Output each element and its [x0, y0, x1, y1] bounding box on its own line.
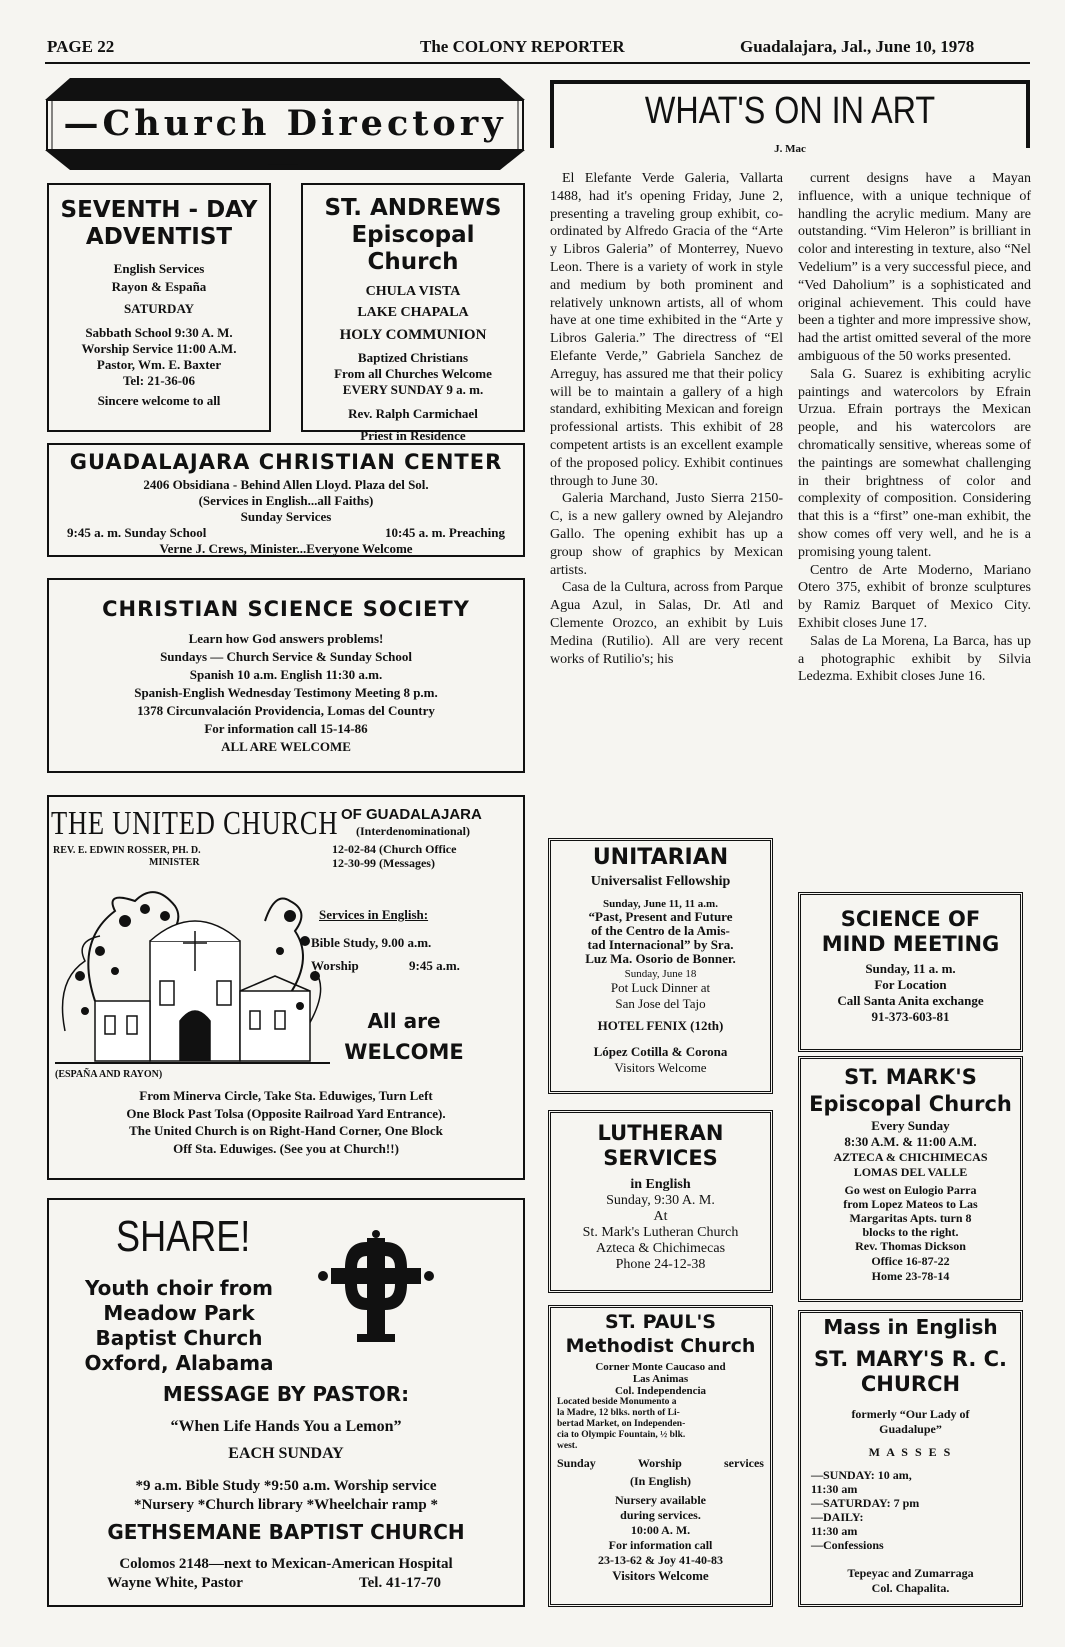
st-marks-line: Rev. Thomas Dickson — [855, 1239, 966, 1253]
st-pauls-line: Col. Independencia — [614, 1385, 707, 1397]
church-directory-title: —Church Directory— — [63, 103, 507, 185]
gcc-ad — [47, 443, 525, 557]
unitarian-line: Pot Luck Dinner at — [610, 980, 711, 995]
st-marks-line: AZTECA & CHICHIMECAS — [833, 1150, 988, 1164]
st-marys-line: formerly “Our Lady of — [851, 1407, 970, 1421]
lutheran-title-2: SERVICES — [603, 1146, 718, 1170]
st-marks-line: Go west on Eulogio Parra — [844, 1183, 977, 1197]
adventist-title-1: SEVENTH - DAY — [60, 197, 258, 223]
st-marks-title-1: ST. MARK'S — [844, 1065, 977, 1089]
st-pauls-line: For information call — [608, 1538, 713, 1552]
st-marks-line: Home 23-78-14 — [871, 1269, 950, 1283]
som-line: Call Santa Anita exchange — [837, 993, 984, 1008]
st-andrews-line: Baptized Christians — [357, 350, 469, 365]
adventist-line: Worship Service 11:00 A.M. — [81, 341, 237, 356]
st-marys-line: M A S S E S — [868, 1445, 953, 1459]
art-paragraph: current designs have a Mayan influence, with a unique technique of handling the acrylic medium. Many are outstanding. “Vim Heleron” is brilliant in color and interesting in texture, also “Nel Vedelium” is a very successful piece, and “Ved Daholium” is a sophisticated and original achievement. This could have been a tighter and more impressive show, had the artist omitted several of the more ambiguous of the 50 works presented. — [798, 171, 1031, 364]
united-phone-messages: 12-30-99 (Messages) — [332, 856, 435, 870]
css-line: Spanish-English Wednesday Testimony Meeting 8 p.m. — [134, 685, 438, 700]
art-title-box — [550, 84, 1030, 148]
css-line: Learn how God answers problems! — [188, 631, 384, 646]
share-choir-line: Meadow Park — [103, 1301, 255, 1325]
st-marys-ad — [798, 1310, 1023, 1607]
st-marks-ad — [798, 1056, 1023, 1302]
st-andrews-line: LAKE CHAPALA — [357, 305, 469, 320]
share-choir-line: Youth choir from — [84, 1276, 274, 1300]
gcc-line: Sunday Services — [240, 509, 332, 524]
lutheran-title-1: LUTHERAN — [597, 1121, 724, 1145]
st-pauls-dir-line: la Madre, 12 blks. north of Li- — [557, 1408, 680, 1418]
gcc-sunday-school: 9:45 a. m. Sunday School — [67, 525, 207, 540]
st-pauls-title-2: Methodist Church — [565, 1335, 756, 1357]
church-directory-banner — [45, 78, 525, 185]
art-paragraph: Galeria Marchand, Justo Sierra 2150-C, is a new gallery owned by Alejandro Gallo. The opening exhibit has up a group show of graphics by Mexican artists. — [550, 491, 783, 578]
som-line: Sunday, 11 a. m. — [865, 961, 956, 976]
art-paragraph: Centro de Arte Moderno, Mariano Otero 375, exhibit of bronze sculptures by Ramiz Barquet of Mexico City. Exhibit closes June 17. — [798, 562, 1031, 631]
christian-science-ad — [47, 578, 525, 773]
st-andrews-line: CHULA VISTA — [365, 284, 461, 299]
united-welcome: WELCOME — [344, 1040, 464, 1064]
church-illustration — [55, 881, 330, 1066]
share-message-heading: MESSAGE BY PASTOR: — [162, 1382, 410, 1406]
st-marks-title-2: Episcopal Church — [809, 1092, 1012, 1116]
lutheran-line: Phone 24-12-38 — [615, 1257, 706, 1272]
css-line: Sundays — Church Service & Sunday School — [160, 649, 412, 664]
st-pauls-line: 23-13-62 & Joy 41-40-83 — [598, 1553, 723, 1567]
gcc-preaching: 10:45 a. m. Preaching — [385, 525, 505, 540]
share-schedule-2: *Nursery *Church library *Wheelchair ramp * — [133, 1497, 438, 1513]
united-all-are: All are — [367, 1009, 441, 1033]
art-paragraph: Casa de la Cultura, across from Parque Agua Azul, in Salas, Dr. Atl and Clemente Orozco, an exhibit by Luis Medina (Rutilio). All are very recent works of Rutilio's; his — [550, 580, 783, 667]
st-marys-title-1: ST. MARY'S R. C. — [813, 1347, 1008, 1371]
unitarian-subtitle: Universalist Fellowship — [590, 874, 731, 889]
united-worship-time: 9:45 a.m. — [409, 958, 460, 973]
gethsemane-address: Colomos 2148—next to Mexican-American Hospital — [119, 1556, 453, 1572]
st-pauls-dir-line: bertad Market, on Independen- — [557, 1419, 686, 1429]
st-andrews-title-2: Episcopal Church — [351, 222, 475, 275]
art-paragraph: Sala G. Suarez is exhibiting acrylic paintings and watercolors by Efrain Urzua. Efrain portrays the Mexican people, and his watercolors are chromatically sensitive, whereas some of the paintings are somewhat challenging in their brightness of color and complexity of composition. Considering that this is a “first” one-man exhibit, the show comes off very well, and he is a promising young talent. — [798, 366, 1031, 560]
css-line: 1378 Circunvalación Providencia, Lomas del Country — [137, 703, 435, 718]
united-title: THE UNITED CHURCH — [51, 805, 339, 842]
united-worship-label: Worship — [311, 958, 359, 973]
st-pauls-dir-line: cia to Olympic Fountain, ½ blk. — [557, 1430, 686, 1440]
st-marys-line: Col. Chapalita. — [871, 1581, 950, 1595]
united-dir-line: Off Sta. Eduwiges. (See you at Church!!) — [173, 1140, 399, 1156]
css-line: Spanish 10 a.m. English 11:30 a.m. — [189, 667, 383, 682]
share-title: SHARE! — [116, 1212, 251, 1261]
css-line: For information call 15-14-86 — [204, 721, 368, 736]
st-pauls-dir-line: Located beside Monumento a — [557, 1397, 677, 1407]
united-church-ad — [47, 795, 525, 1180]
st-marys-line: Guadalupe” — [879, 1422, 942, 1436]
art-paragraph: El Elefante Verde Galeria, Vallarta 1488, had it's opening Friday, June 2, presenting a traveling group exhibit, co-ordinated by Alfredo Gracia of the “Arte y Libros Galeria” of Monterrey, Nuevo Leon. There is a variety of work in style and medium by both prominent and relatively unknown artists, all of whom have at one time exhibited in the “Arte y Libros Galeria.” The directress of “El Elefante Verde,” Gabriela Sanchez de Arreguy, has assured me that their policy will be to maintain a gallery of a high standard, exhibiting Mexican and foreign professional artists. This exhibit of 28 competent artists is an excellent example of the proposed policy. Exhibit continues through to June 30. — [550, 171, 783, 489]
lutheran-line: Sunday, 9:30 A. M. — [606, 1193, 715, 1208]
st-marks-line: Every Sunday — [871, 1118, 950, 1133]
st-marks-line: LOMAS DEL VALLE — [853, 1165, 968, 1179]
dateline: Guadalajara, Jal., June 10, 1978 — [740, 37, 975, 56]
gcc-line: Verne J. Crews, Minister...Everyone Welcome — [159, 541, 413, 556]
st-marys-schedule — [801, 1468, 1020, 1552]
st-pauls-title-1: ST. PAUL'S — [605, 1311, 716, 1333]
st-marys-sched-line: 11:30 am — [811, 1482, 858, 1496]
som-line: 91-373-603-81 — [871, 1009, 950, 1024]
adventist-line: Sabbath School 9:30 A. M. — [85, 325, 233, 340]
st-marks-line: Margaritas Apts. turn 8 — [849, 1211, 972, 1225]
adventist-line: English Services — [113, 261, 205, 276]
united-caption: (ESPAÑA AND RAYON) — [55, 1069, 163, 1080]
st-pauls-directions — [551, 1397, 770, 1452]
st-marys-line: Tepeyac and Zumarraga — [847, 1566, 974, 1580]
gcc-line: 2406 Obsidiana - Behind Allen Lloyd. Plaza del Sol. — [143, 477, 429, 492]
st-marys-sched-line: —Confessions — [811, 1538, 884, 1552]
united-dir-line: From Minerva Circle, Take Sta. Eduwiges, Turn Left — [139, 1088, 433, 1103]
lutheran-line: Azteca & Chichimecas — [595, 1241, 726, 1256]
gcc-line: (Services in English...all Faiths) — [198, 493, 374, 508]
united-phone-office: 12-02-84 (Church Office — [332, 842, 457, 856]
lutheran-line: St. Mark's Lutheran Church — [582, 1225, 739, 1240]
st-marks-line: 8:30 A.M. & 11:00 A.M. — [844, 1134, 977, 1149]
gethsemane-name: GETHSEMANE BAPTIST CHURCH — [107, 1520, 465, 1544]
st-marys-sched-line: —DAILY: — [811, 1510, 864, 1524]
lutheran-line: At — [653, 1209, 668, 1224]
united-dir-line: The United Church is on Right-Hand Corner, One Block — [129, 1123, 443, 1138]
st-marys-title-2: CHURCH — [860, 1372, 961, 1396]
unitarian-line: Luz Ma. Osorio de Bonner. — [585, 951, 736, 966]
st-marys-top: Mass in English — [823, 1315, 998, 1339]
css-line: ALL ARE WELCOME — [221, 739, 351, 754]
st-pauls-worship-word: Worship — [637, 1456, 682, 1470]
adventist-line: Rayon & España — [111, 279, 207, 294]
som-title-1: SCIENCE OF — [840, 907, 981, 931]
gethsemane-ad — [47, 1198, 525, 1607]
st-marys-sched-line: 11:30 am — [811, 1524, 858, 1538]
css-title: CHRISTIAN SCIENCE SOCIETY — [102, 597, 470, 621]
adventist-line: Sincere welcome to all — [97, 393, 221, 408]
art-column-1 — [550, 170, 783, 668]
st-pauls-dir-line: west. — [557, 1441, 578, 1451]
adventist-title-2: ADVENTIST — [85, 224, 233, 250]
science-of-mind-ad — [798, 892, 1023, 1052]
st-pauls-ad — [548, 1305, 773, 1607]
st-pauls-line: Nursery available — [615, 1493, 706, 1507]
st-andrews-line: Priest in Residence — [360, 428, 466, 443]
st-andrews-line: EVERY SUNDAY 9 a. m. — [342, 382, 484, 397]
share-each-sunday: EACH SUNDAY — [228, 1445, 344, 1462]
unitarian-ad — [548, 838, 773, 1094]
art-paragraph: Salas de La Morena, La Barca, has up a photographic exhibit by Silvia Ledezma. Exhibit closes June 16. — [798, 633, 1031, 685]
gcc-title: GUADALAJARA CHRISTIAN CENTER — [69, 450, 503, 474]
adventist-ad — [47, 183, 271, 432]
adventist-line: Pastor, Wm. E. Baxter — [96, 357, 222, 372]
share-choir-line: Oxford, Alabama — [84, 1351, 274, 1375]
st-pauls-line: (In English) — [629, 1474, 692, 1488]
st-andrews-line: Rev. Ralph Carmichael — [348, 406, 478, 421]
art-title: WHAT'S ON IN ART — [644, 90, 936, 132]
united-minister-name: REV. E. EDWIN ROSSER, PH. D. — [53, 845, 201, 856]
st-marks-line: blocks to the right. — [862, 1225, 959, 1239]
adventist-line: SATURDAY — [123, 301, 195, 316]
united-services-heading: Services in English: — [319, 907, 429, 922]
share-quote: “When Life Hands You a Lemon” — [170, 1418, 402, 1435]
lutheran-line: in English — [630, 1177, 691, 1192]
unitarian-line: López Cotilla & Corona — [593, 1044, 728, 1059]
lutheran-ad — [548, 1110, 773, 1293]
united-directions — [51, 1087, 521, 1157]
st-pauls-sunday: Sunday — [557, 1456, 596, 1470]
st-pauls-line: during services. — [620, 1508, 701, 1522]
united-minister-label: MINISTER — [149, 857, 200, 868]
som-title-2: MIND MEETING — [821, 932, 1000, 956]
gethsemane-pastor: Wayne White, Pastor — [107, 1575, 243, 1591]
united-of-guadalajara: OF GUADALAJARA — [341, 806, 482, 823]
art-byline: J. Mac — [774, 143, 806, 155]
gcc-times — [49, 525, 523, 541]
st-pauls-line: Visitors Welcome — [612, 1568, 709, 1583]
st-marks-line: from Lopez Mateos to Las — [843, 1197, 978, 1211]
st-pauls-services-word: services — [724, 1456, 764, 1470]
unitarian-line: HOTEL FENIX (12th) — [597, 1018, 724, 1033]
share-schedule-1: *9 a.m. Bible Study *9:50 a.m. Worship service — [135, 1478, 437, 1494]
unitarian-line: Sunday, June 11, 11 a.m. — [603, 898, 718, 910]
st-andrews-line: HOLY COMMUNION — [339, 327, 487, 343]
st-marys-sched-line: —SUNDAY: 10 am, — [811, 1468, 912, 1482]
cross-emblem-icon — [317, 1230, 435, 1350]
united-interdenominational: (Interdenominational) — [356, 824, 470, 838]
unitarian-line: of the Centro de la Amis- — [591, 923, 730, 938]
st-marys-sched-line: —SATURDAY: 7 pm — [811, 1496, 920, 1510]
unitarian-line: San Jose del Tajo — [615, 996, 706, 1011]
adventist-line: Tel: 21-36-06 — [122, 373, 196, 388]
unitarian-line: Visitors Welcome — [614, 1060, 707, 1075]
united-bible-study: Bible Study, 9.00 a.m. — [311, 935, 432, 950]
unitarian-title: UNITARIAN — [592, 845, 729, 870]
st-pauls-line: Las Animas — [632, 1373, 689, 1385]
som-line: For Location — [874, 977, 947, 992]
st-pauls-worship — [551, 1456, 770, 1471]
st-andrews-title-1: ST. ANDREWS — [324, 195, 502, 221]
art-column-2 — [798, 170, 1031, 686]
page-number: PAGE 22 — [47, 37, 115, 56]
unitarian-line: tad Internacional” by Sra. — [587, 937, 734, 952]
gethsemane-tel: Tel. 41-17-70 — [359, 1575, 441, 1591]
unitarian-line: Sunday, June 18 — [624, 968, 697, 980]
header-rule — [45, 62, 1030, 64]
st-andrews-line: From all Churches Welcome — [334, 366, 492, 381]
share-choir-line: Baptist Church — [95, 1326, 263, 1350]
unitarian-line: “Past, Present and Future — [588, 909, 733, 924]
st-andrews-ad — [301, 183, 525, 443]
st-pauls-line: 10:00 A. M. — [630, 1523, 691, 1537]
st-pauls-line: Corner Monte Caucaso and — [595, 1361, 726, 1373]
newspaper-name: The COLONY REPORTER — [420, 37, 625, 56]
united-dir-line: One Block Past Tolsa (Opposite Railroad Yard Entrance). — [126, 1105, 446, 1121]
share-choir — [59, 1276, 299, 1376]
st-marks-line: Office 16-87-22 — [871, 1254, 950, 1268]
